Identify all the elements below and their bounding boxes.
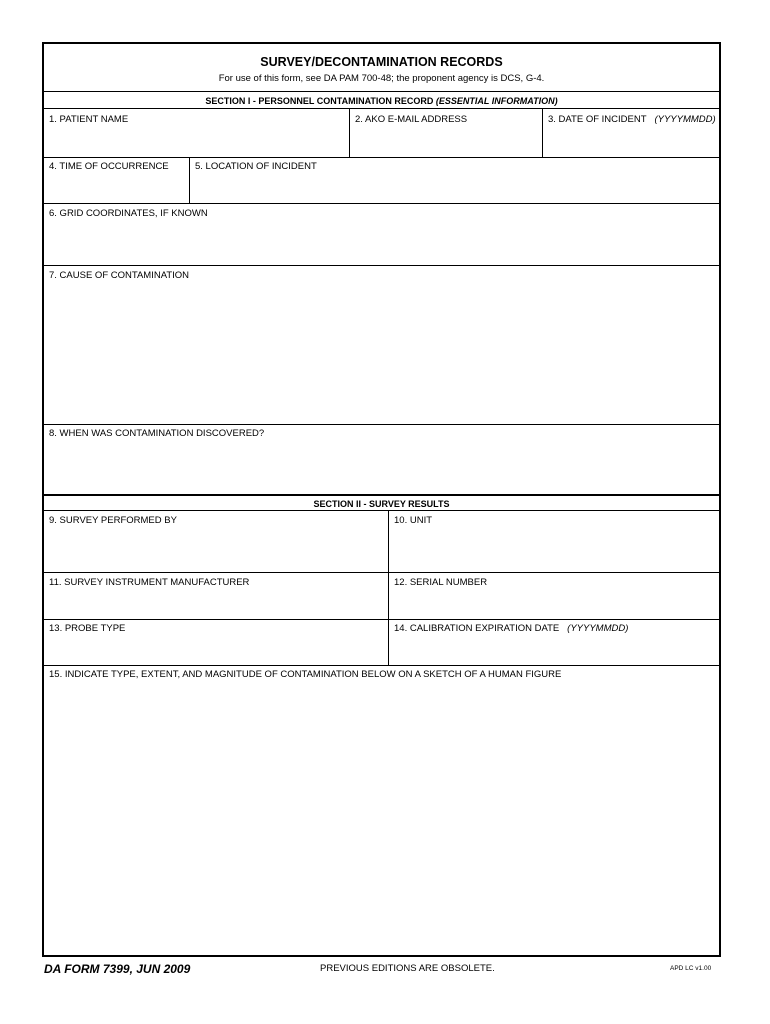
grid-coordinates-field[interactable]: 6. GRID COORDINATES, IF KNOWN [49, 208, 208, 219]
cause-of-contamination-field[interactable]: 7. CAUSE OF CONTAMINATION [49, 270, 190, 281]
contamination-sketch-field[interactable]: 15. INDICATE TYPE, EXTENT, AND MAGNITUDE OF CONTAMINATION BELOW ON A SKETCH OF A HUMAN FIGURE [49, 669, 562, 680]
divider [349, 108, 350, 157]
form-header [44, 44, 719, 92]
divider [44, 619, 719, 620]
divider [44, 424, 719, 425]
calibration-format-hint: (YYYYMMDD) [567, 623, 629, 634]
location-of-incident-field[interactable]: 5. LOCATION OF INCIDENT [195, 161, 317, 172]
divider [388, 510, 389, 665]
section-1-note: (ESSENTIAL INFORMATION) [435, 96, 558, 106]
instrument-manufacturer-field[interactable]: 11. SURVEY INSTRUMENT MANUFACTURER [49, 577, 250, 588]
editions-note: PREVIOUS EDITIONS ARE OBSOLETE. [320, 963, 495, 974]
section-1-heading [44, 96, 719, 106]
probe-type-field[interactable]: 13. PROBE TYPE [49, 623, 126, 634]
section-divider [44, 494, 719, 496]
section-1-title: SECTION I - PERSONNEL CONTAMINATION RECORD [205, 96, 434, 106]
divider [542, 108, 543, 157]
unit-field[interactable]: 10. UNIT [394, 515, 433, 526]
date-format-hint: (YYYYMMDD) [654, 114, 716, 125]
divider [44, 572, 719, 573]
divider [44, 665, 719, 666]
divider [44, 203, 719, 204]
survey-performed-by-field[interactable]: 9. SURVEY PERFORMED BY [49, 515, 177, 526]
time-of-occurrence-field[interactable]: 4. TIME OF OCCURRENCE [49, 161, 169, 172]
serial-number-field[interactable]: 12. SERIAL NUMBER [394, 577, 488, 588]
section-2-heading: SECTION II - SURVEY RESULTS [313, 499, 450, 509]
divider [44, 108, 719, 109]
version-label: APD LC v1.00 [670, 965, 712, 972]
date-of-incident-field[interactable] [548, 114, 716, 125]
divider [44, 510, 719, 511]
ako-email-field[interactable]: 2. AKO E-MAIL ADDRESS [355, 114, 468, 125]
patient-name-field[interactable]: 1. PATIENT NAME [49, 114, 129, 125]
date-of-incident-label: 3. DATE OF INCIDENT [548, 114, 647, 125]
calibration-expiration-label: 14. CALIBRATION EXPIRATION DATE [394, 623, 560, 634]
form-title: SURVEY/DECONTAMINATION RECORDS [260, 55, 503, 69]
survey-decontamination-form [42, 42, 721, 957]
divider [44, 265, 719, 266]
divider [189, 157, 190, 203]
form-number: DA FORM 7399, JUN 2009 [44, 962, 191, 976]
divider [44, 157, 719, 158]
calibration-expiration-field[interactable] [394, 623, 628, 634]
when-discovered-field[interactable]: 8. WHEN WAS CONTAMINATION DISCOVERED? [49, 428, 265, 439]
form-subtitle: For use of this form, see DA PAM 700-48; the proponent agency is DCS, G-4. [218, 73, 545, 84]
